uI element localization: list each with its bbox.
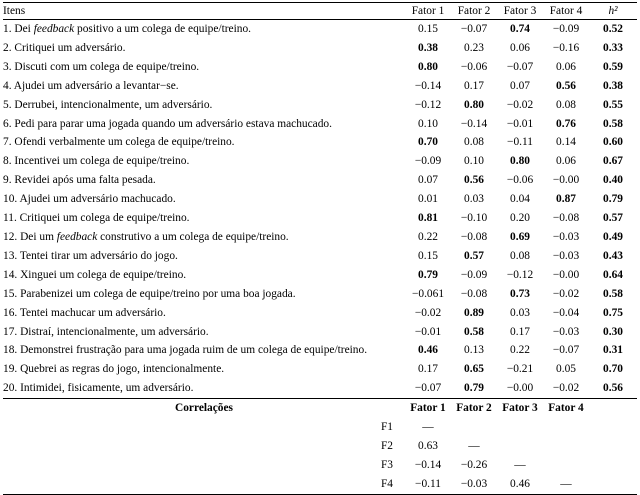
loading-fator-3: −0.00 — [497, 379, 543, 398]
loading-fator-3: 0.73 — [510, 287, 530, 300]
item-rows — [3, 20, 637, 399]
item-label-text: 5. Derrubei, intencionalmente, um adversário. — [3, 98, 213, 111]
communality-h2: 0.55 — [603, 98, 623, 111]
correlation-value-fator-3 — [497, 437, 543, 456]
loading-fator-1: 0.15 — [418, 249, 438, 262]
correlation-value-fator-4 — [543, 437, 589, 456]
loading-fator-4: 0.06 — [556, 155, 576, 168]
item-label-emphasis: feedback — [56, 230, 98, 243]
loading-fator-1: −0.14 — [414, 79, 442, 92]
correlation-value-fator-2: — — [468, 439, 480, 452]
loading-fator-1: 0.70 — [418, 136, 438, 149]
header-items: Itens — [3, 3, 405, 20]
item-label-text: 20. Intimidei, fisicamente, um adversário. — [3, 382, 194, 395]
item-label-emphasis: feedback — [33, 23, 75, 35]
communality-h2: 0.58 — [603, 287, 623, 300]
communality-h2: 0.70 — [603, 363, 623, 376]
loading-fator-4: −0.00 — [552, 174, 580, 187]
correlation-value-fator-1: — — [422, 421, 434, 434]
item-label — [3, 96, 405, 115]
item-label — [3, 341, 405, 360]
loading-fator-2: 0.17 — [464, 79, 484, 92]
header-fator-4: Fator 4 — [543, 3, 589, 20]
item-label — [3, 152, 405, 171]
loading-fator-1: 0.15 — [418, 23, 438, 35]
table-row — [3, 285, 637, 304]
correlation-factor-label: F2 — [380, 439, 393, 452]
loading-fator-3: −0.06 — [506, 174, 534, 187]
correlation-value-fator-1: −0.14 — [414, 458, 442, 471]
loading-fator-2: 0.03 — [464, 193, 484, 206]
table-row — [3, 323, 637, 342]
loading-fator-4: −0.02 — [543, 379, 589, 398]
table-row — [3, 228, 637, 247]
table-row — [3, 379, 637, 398]
loading-fator-4: 0.56 — [556, 79, 576, 92]
loading-fator-1: 0.79 — [418, 268, 438, 281]
loading-fator-2: 0.80 — [464, 98, 484, 111]
loading-fator-3: 0.20 — [510, 212, 530, 225]
loading-fator-2: 0.10 — [464, 155, 484, 168]
item-label — [3, 77, 405, 96]
loading-fator-4: −0.04 — [552, 306, 580, 319]
correlation-rows — [3, 399, 637, 495]
item-label-text: 3. Discuti com um colega de equipe/treino. — [3, 60, 200, 73]
loading-fator-2: 0.57 — [464, 249, 484, 262]
item-label — [3, 360, 405, 379]
loading-fator-4: −0.03 — [552, 230, 580, 243]
loading-fator-4: 0.87 — [556, 193, 576, 206]
item-label-text: 16. Tentei machucar um adversário. — [3, 306, 166, 319]
correlation-value-fator-1: 0.63 — [418, 439, 438, 452]
loading-fator-1: 0.07 — [418, 174, 438, 187]
loading-fator-1: −0.01 — [414, 325, 442, 338]
correlation-value-fator-2 — [451, 418, 497, 437]
item-label-text: 8. Incentivei um colega de equipe/treino. — [3, 155, 190, 168]
loading-fator-2: 0.56 — [464, 174, 484, 187]
communality-h2: 0.52 — [603, 23, 623, 35]
loading-fator-1: 0.38 — [418, 41, 438, 54]
loading-fator-2: 0.08 — [464, 136, 484, 149]
item-label — [3, 379, 405, 398]
correlation-value-fator-3: — — [514, 458, 526, 471]
item-label — [3, 266, 405, 285]
loading-fator-3: 0.06 — [510, 41, 530, 54]
communality-h2: 0.43 — [603, 249, 623, 262]
item-label — [3, 58, 405, 77]
correlation-empty — [589, 456, 637, 475]
loading-fator-1: −0.061 — [411, 287, 445, 300]
corr-header-empty — [589, 399, 637, 418]
loading-fator-2: 0.58 — [464, 325, 484, 338]
corr-header-fator-3: Fator 3 — [502, 402, 538, 415]
loading-fator-2: 0.89 — [464, 306, 484, 319]
item-label — [3, 304, 405, 323]
item-label-text: 9. Revidei após uma falta pesada. — [3, 174, 156, 187]
communality-h2: 0.56 — [589, 379, 637, 398]
loading-fator-3: 0.07 — [510, 79, 530, 92]
communality-h2: 0.64 — [603, 268, 623, 281]
item-label — [3, 20, 405, 39]
communality-h2: 0.30 — [603, 325, 623, 338]
loading-fator-3: 0.04 — [510, 193, 530, 206]
item-label-text: 18. Demonstrei frustração para uma jogada ruim de um colega de equipe/treino. — [3, 344, 368, 357]
corr-header-fator-1: Fator 1 — [410, 402, 446, 415]
header-fator-1: Fator 1 — [405, 3, 451, 20]
loading-fator-1: −0.12 — [414, 98, 442, 111]
correlation-empty — [589, 475, 637, 494]
correlation-row — [3, 437, 637, 456]
item-label-text: 1. Dei — [3, 23, 34, 35]
item-label-text-end: positivo a um colega de equipe/treino. — [74, 23, 251, 35]
table-row — [3, 39, 637, 58]
corr-header-fator-2: Fator 2 — [456, 402, 492, 415]
factor-loadings-table — [3, 2, 637, 495]
item-label — [3, 247, 405, 266]
corr-header-fator-4: Fator 4 — [548, 402, 584, 415]
loading-fator-3: 0.80 — [510, 155, 530, 168]
loading-fator-4: −0.16 — [552, 41, 580, 54]
communality-h2: 0.38 — [603, 79, 623, 92]
correlation-value-fator-2: −0.26 — [460, 458, 488, 471]
item-label — [3, 285, 405, 304]
loading-fator-4: 0.05 — [556, 363, 576, 376]
table-row — [3, 209, 637, 228]
loading-fator-1: −0.02 — [414, 306, 442, 319]
correlations-title: Correlações — [175, 402, 233, 415]
item-label — [3, 115, 405, 134]
loading-fator-3: −0.21 — [506, 363, 534, 376]
loading-fator-2: −0.08 — [460, 230, 488, 243]
loading-fator-2: −0.07 — [460, 23, 488, 35]
item-label-text: 12. Dei um — [3, 230, 57, 243]
correlation-factor-label: F1 — [380, 421, 393, 434]
loading-fator-3: −0.11 — [507, 136, 533, 149]
loading-fator-3: 0.69 — [510, 230, 530, 243]
communality-h2: 0.58 — [603, 117, 623, 130]
loading-fator-4: −0.09 — [552, 23, 580, 35]
loading-fator-4: −0.00 — [552, 268, 580, 281]
correlation-value-fator-2: −0.03 — [451, 475, 497, 494]
communality-h2: 0.40 — [603, 174, 623, 187]
table-row — [3, 360, 637, 379]
table-row — [3, 171, 637, 190]
item-label-text: 4. Ajudei um adversário a levantar−se. — [3, 79, 179, 92]
loading-fator-1: 0.22 — [418, 230, 438, 243]
loading-fator-4: −0.07 — [552, 344, 580, 357]
table-row — [3, 152, 637, 171]
loading-fator-1: 0.46 — [418, 344, 438, 357]
loading-fator-4: 0.06 — [556, 60, 576, 73]
table-row — [3, 247, 637, 266]
correlation-value-fator-4: — — [543, 475, 589, 494]
header-fator-3: Fator 3 — [497, 3, 543, 20]
table-row — [3, 266, 637, 285]
communality-h2: 0.60 — [603, 136, 623, 149]
header-h2-text: h² — [608, 5, 618, 17]
loading-fator-4: −0.02 — [552, 287, 580, 300]
loading-fator-3: 0.22 — [510, 344, 530, 357]
item-label-text: 2. Critiquei um adversário. — [3, 41, 126, 54]
communality-h2: 0.79 — [603, 193, 623, 206]
correlation-value-fator-3: 0.46 — [497, 475, 543, 494]
loading-fator-1: 0.01 — [418, 193, 438, 206]
correlation-row — [3, 475, 637, 494]
loading-fator-2: −0.06 — [460, 60, 488, 73]
item-label-text: 11. Critiquei um colega de equipe/treino. — [3, 212, 190, 225]
correlations-header-row — [3, 399, 637, 418]
item-label-text: 13. Tentei tirar um adversário do jogo. — [3, 249, 178, 262]
loading-fator-3: −0.02 — [506, 98, 534, 111]
table-row — [3, 96, 637, 115]
item-label — [3, 323, 405, 342]
correlation-value-fator-3 — [497, 418, 543, 437]
table-row — [3, 77, 637, 96]
table-row — [3, 341, 637, 360]
loading-fator-1: 0.81 — [418, 212, 438, 225]
correlation-empty — [589, 418, 637, 437]
loading-fator-3: −0.07 — [506, 60, 534, 73]
table-row — [3, 58, 637, 77]
item-label-text: 14. Xinguei um colega de equipe/treino. — [3, 268, 187, 281]
item-label-text: 19. Quebrei as regras do jogo, intencionalmente. — [3, 363, 225, 376]
loading-fator-2: 0.65 — [464, 363, 484, 376]
loading-fator-3: 0.03 — [510, 306, 530, 319]
loading-fator-3: 0.08 — [510, 249, 530, 262]
item-label — [3, 209, 405, 228]
loading-fator-1: −0.09 — [414, 155, 442, 168]
correlation-empty — [589, 437, 637, 456]
loading-fator-1: −0.07 — [405, 379, 451, 398]
correlation-value-fator-4 — [543, 456, 589, 475]
loading-fator-2: 0.79 — [451, 379, 497, 398]
item-label-text: 15. Parabenizei um colega de equipe/treino por uma boa jogada. — [3, 287, 296, 300]
item-label-text: 17. Distraí, intencionalmente, um adversário. — [3, 325, 209, 338]
item-label-text: 7. Ofendi verbalmente um colega de equipe/treino. — [3, 136, 235, 149]
loading-fator-4: 0.08 — [556, 98, 576, 111]
correlation-factor-label: F4 — [3, 475, 405, 494]
table-row — [3, 190, 637, 209]
loading-fator-2: 0.13 — [464, 344, 484, 357]
table-row — [3, 20, 637, 39]
correlation-value-fator-1: −0.11 — [405, 475, 451, 494]
correlation-row — [3, 418, 637, 437]
table-row — [3, 133, 637, 152]
communality-h2: 0.67 — [603, 155, 623, 168]
loading-fator-2: 0.23 — [464, 41, 484, 54]
header-row — [3, 3, 637, 20]
item-label — [3, 171, 405, 190]
item-label-text: 6. Pedi para parar uma jogada quando um adversário estava machucado. — [3, 117, 332, 130]
item-label-text: 10. Ajudei um adversário machucado. — [3, 193, 176, 206]
item-label — [3, 190, 405, 209]
loading-fator-3: −0.12 — [506, 268, 534, 281]
loading-fator-1: 0.80 — [418, 60, 438, 73]
loading-fator-4: −0.03 — [552, 325, 580, 338]
correlation-row — [3, 456, 637, 475]
loading-fator-3: 0.74 — [510, 23, 530, 35]
loading-fator-3: 0.17 — [510, 325, 530, 338]
correlation-factor-label: F3 — [380, 458, 393, 471]
correlation-value-fator-4 — [543, 418, 589, 437]
header-fator-2: Fator 2 — [451, 3, 497, 20]
communality-h2: 0.75 — [603, 306, 623, 319]
loading-fator-2: −0.14 — [460, 117, 488, 130]
loading-fator-1: 0.17 — [418, 363, 438, 376]
loading-fator-2: −0.09 — [460, 268, 488, 281]
communality-h2: 0.59 — [603, 60, 623, 73]
loading-fator-1: 0.10 — [418, 117, 438, 130]
loading-fator-3: −0.01 — [506, 117, 534, 130]
header-h2 — [589, 3, 637, 20]
loading-fator-2: −0.10 — [460, 212, 488, 225]
loading-fator-4: 0.76 — [556, 117, 576, 130]
communality-h2: 0.31 — [603, 344, 623, 357]
item-label-text-end: construtivo a um colega de equipe/treino. — [97, 230, 289, 243]
loading-fator-4: 0.14 — [556, 136, 576, 149]
loading-fator-2: −0.08 — [460, 287, 488, 300]
table-row — [3, 115, 637, 134]
item-label — [3, 228, 405, 247]
communality-h2: 0.57 — [603, 212, 623, 225]
loading-fator-4: −0.03 — [552, 249, 580, 262]
table-row — [3, 304, 637, 323]
item-label — [3, 133, 405, 152]
communality-h2: 0.49 — [603, 230, 623, 243]
item-label — [3, 39, 405, 58]
loading-fator-4: −0.08 — [552, 212, 580, 225]
communality-h2: 0.33 — [603, 41, 623, 54]
